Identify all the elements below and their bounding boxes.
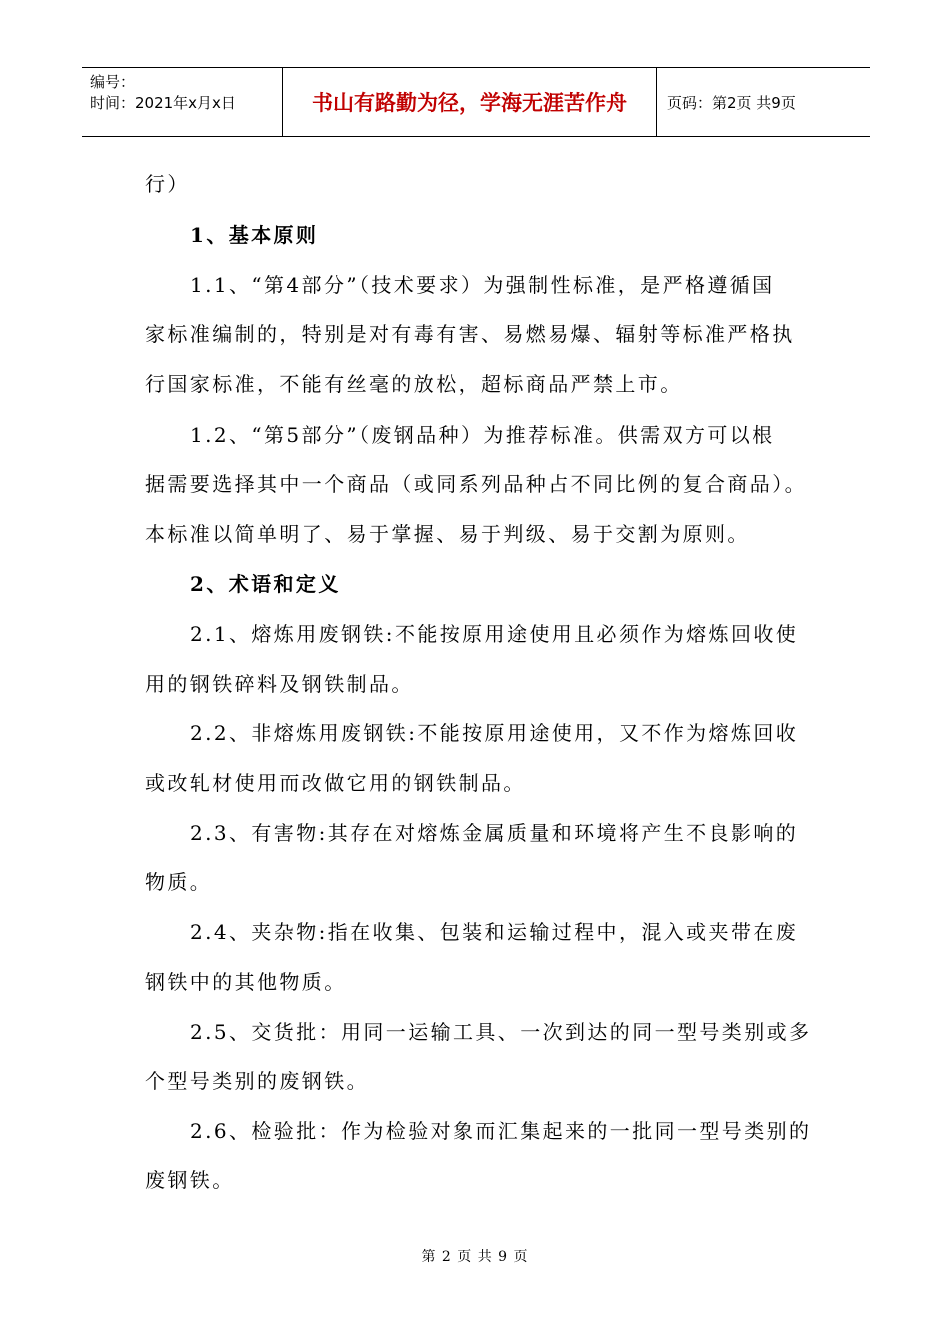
- body-line: 1.1、“第4部分”（技术要求）为强制性标准，是严格遵循国: [190, 273, 775, 297]
- body-line: 2.5、交货批：用同一运输工具、一次到达的同一型号类别或多: [190, 1020, 812, 1044]
- document-date-label: 时间：2021年x月x日: [90, 94, 236, 112]
- body-line: 家标准编制的，特别是对有毒有害、易燃易爆、辐射等标准严格执: [145, 322, 795, 346]
- body-line: 1.2、“第5部分”（废钢品种）为推荐标准。供需双方可以根: [190, 423, 775, 447]
- body-line: 物质。: [145, 870, 213, 894]
- body-line: 据需要选择其中一个商品（或同系列品种占不同比例的复合商品）。: [145, 472, 807, 496]
- body-line: 个型号类别的废钢铁。: [145, 1069, 369, 1093]
- document-number-label: 编号：: [90, 73, 136, 91]
- header-motto: 书山有路勤为径，学海无涯苦作舟: [283, 68, 657, 136]
- page-footer: 第 2 页 共 9 页: [421, 1249, 529, 1265]
- body-line: 2.3、有害物:其存在对熔炼金属质量和环境将产生不良影响的: [190, 821, 799, 845]
- body-line: 2.6、检验批：作为检验对象而汇集起来的一批同一型号类别的: [190, 1119, 812, 1143]
- body-line: 本标准以简单明了、易于掌握、易于判级、易于交割为原则。: [145, 522, 750, 546]
- body-line: 行）: [145, 172, 190, 196]
- body-line: 钢铁中的其他物质。: [145, 970, 347, 994]
- page-header: [82, 67, 870, 137]
- body-line: 行国家标准，不能有丝毫的放松，超标商品严禁上市。: [145, 372, 683, 396]
- body-line: 2.1、熔炼用废钢铁:不能按原用途使用且必须作为熔炼回收使: [190, 622, 799, 646]
- body-line: 废钢铁。: [145, 1168, 235, 1192]
- section-heading: 1、基本原则: [190, 223, 319, 247]
- section-heading: 2、术语和定义: [190, 572, 341, 596]
- body-line: 用的钢铁碎料及钢铁制品。: [145, 672, 414, 696]
- header-page-number: 页码：第2页 共9页: [667, 93, 796, 112]
- header-meta: [82, 68, 283, 136]
- body-line: 2.4、夹杂物:指在收集、包装和运输过程中，混入或夹带在废: [190, 920, 799, 944]
- body-line: 或改轧材使用而改做它用的钢铁制品。: [145, 771, 526, 795]
- body-line: 2.2、非熔炼用废钢铁:不能按原用途使用，又不作为熔炼回收: [190, 721, 799, 745]
